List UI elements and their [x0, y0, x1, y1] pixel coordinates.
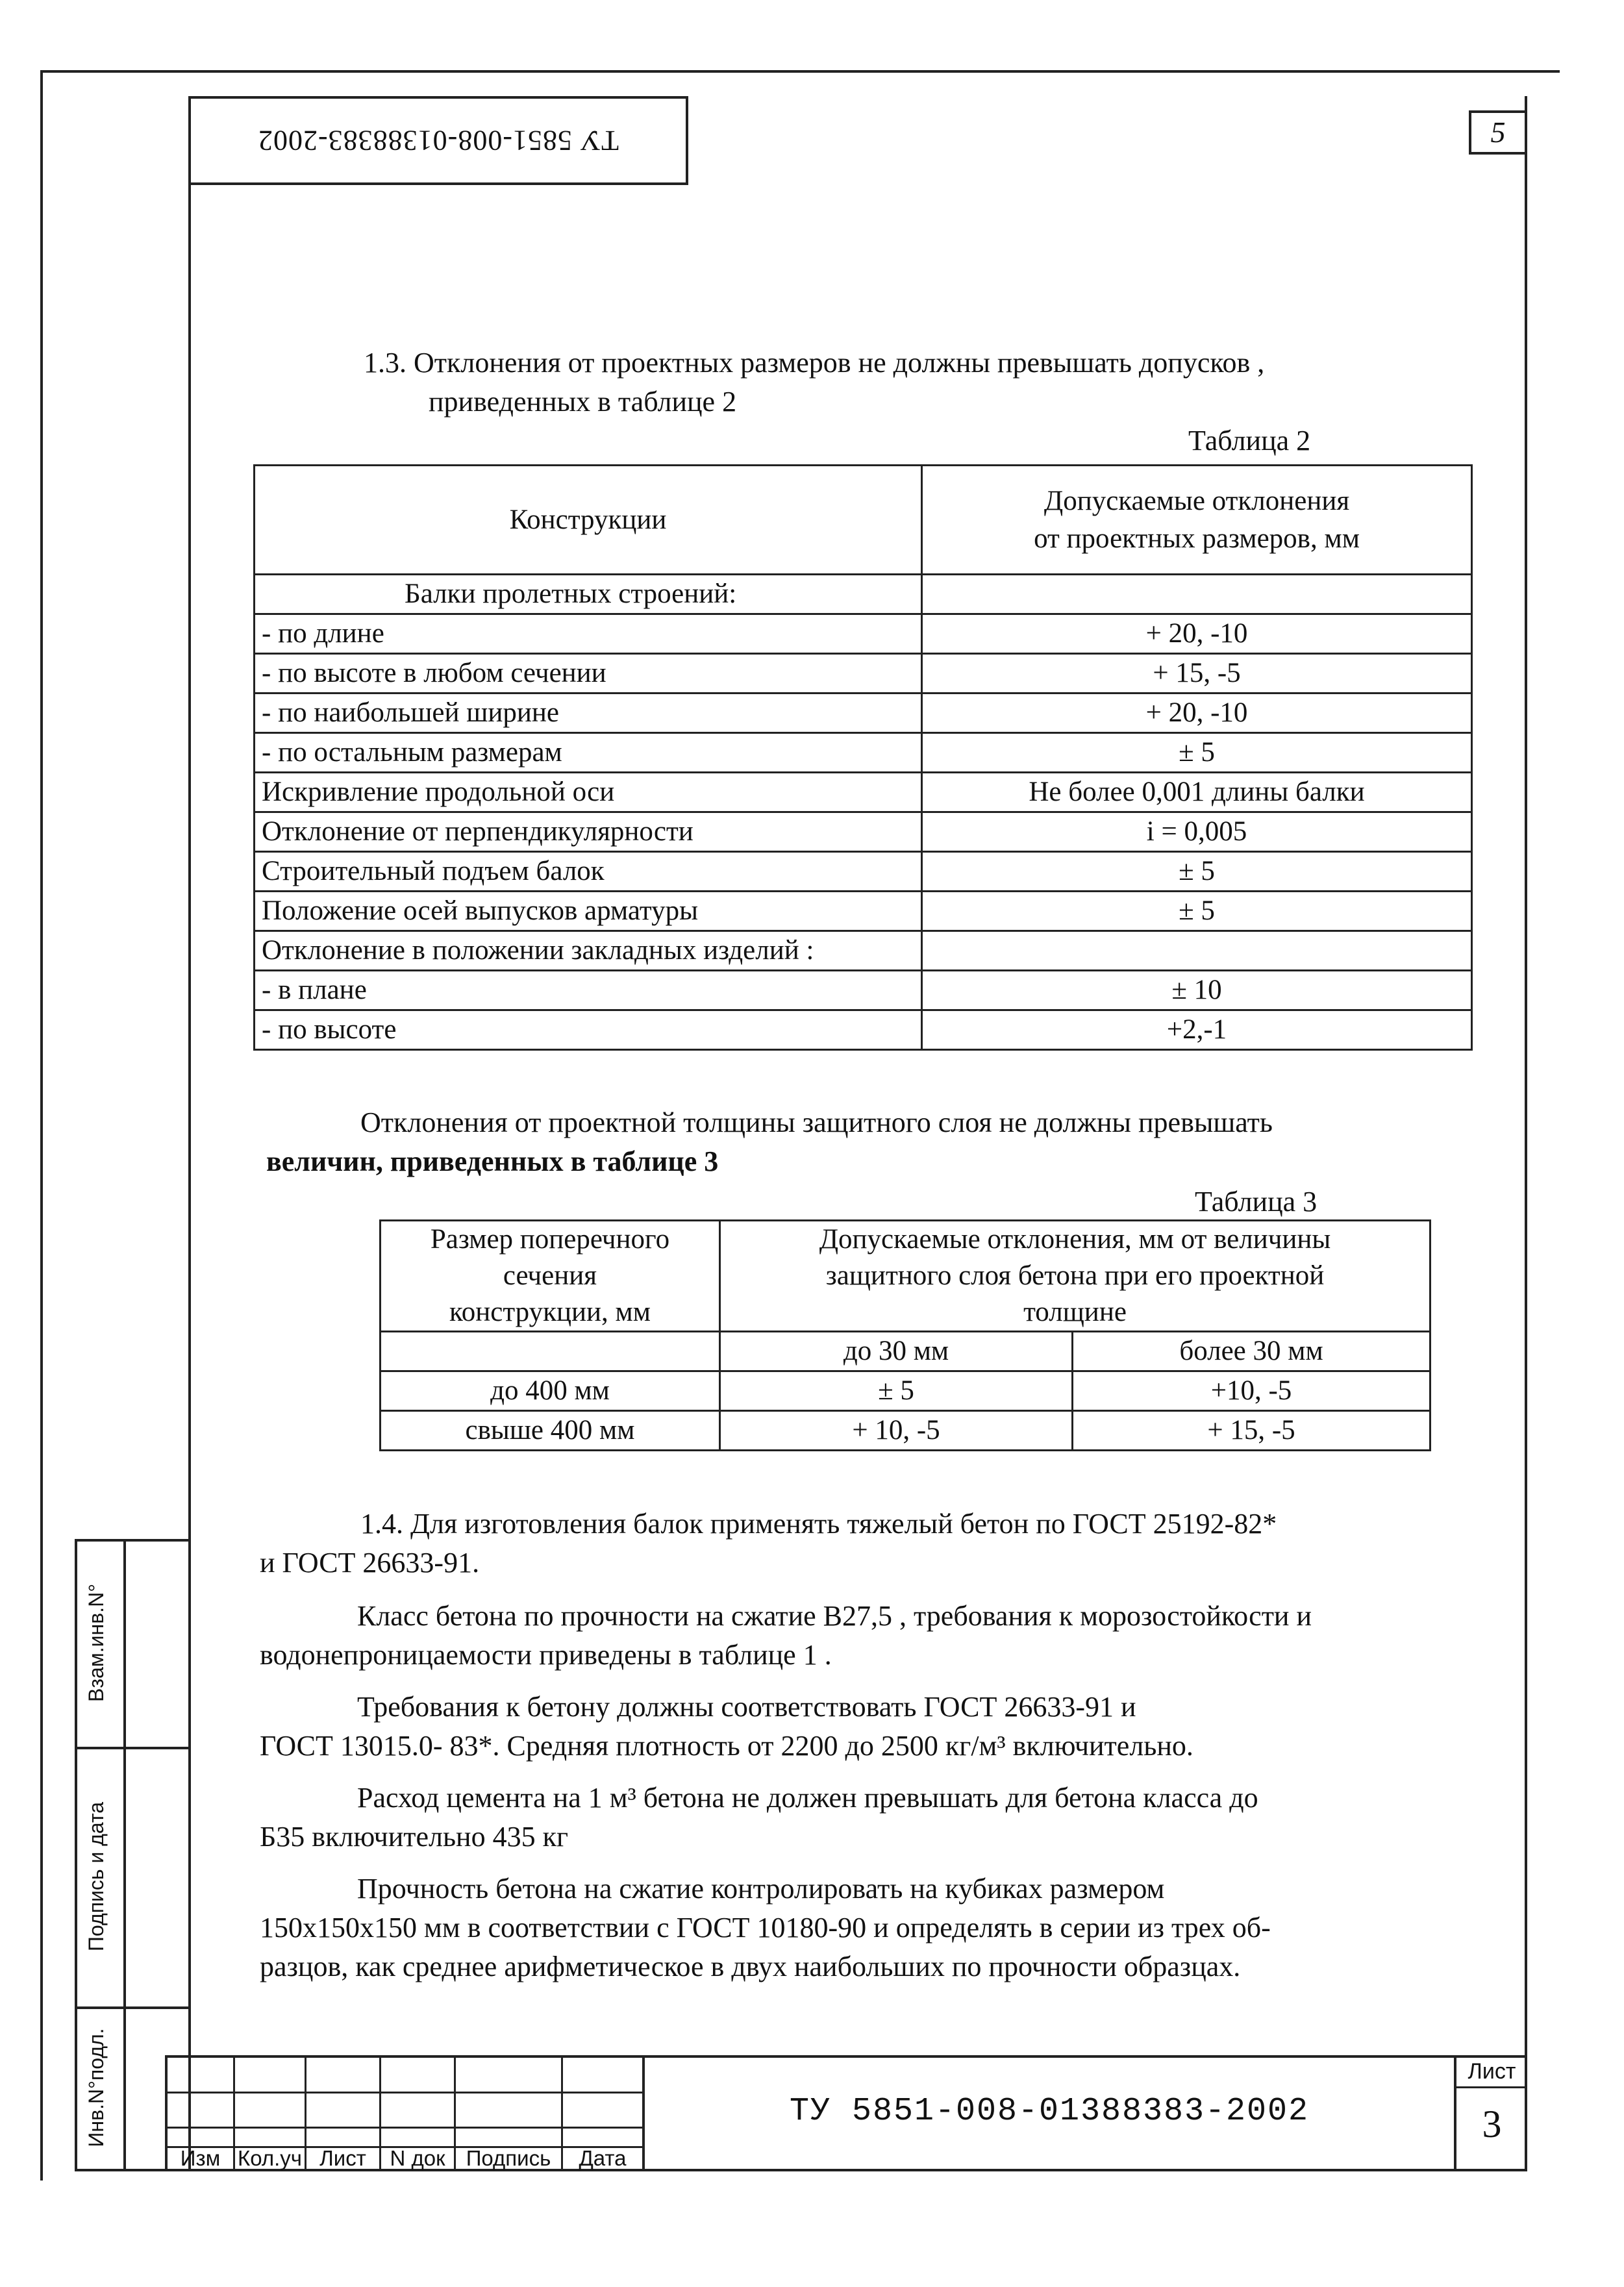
- side-stamp-divider: [123, 1539, 126, 2171]
- table-row: [255, 812, 1472, 852]
- table3-subheader-col2: до 30 мм: [720, 1332, 1073, 1371]
- frame-left-inner-line: [188, 96, 191, 2171]
- tb-row-line1: [165, 2092, 642, 2093]
- table2-row-value: ± 5: [922, 733, 1472, 773]
- table2-row-value: + 20, -10: [922, 614, 1472, 654]
- table3-subheader-empty: [381, 1332, 720, 1371]
- title-block: [165, 2055, 1527, 2171]
- table3-row-v2: +10, -5: [1073, 1371, 1430, 1411]
- table2-row-value: + 15, -5: [922, 654, 1472, 694]
- frame-right-line: [1525, 96, 1527, 2171]
- table2-row-value: [922, 931, 1472, 971]
- table-row: [381, 1411, 1430, 1451]
- tb-sheet-split: [1454, 2086, 1527, 2088]
- table3: [379, 1219, 1431, 1451]
- tb-col-ndok: N док: [390, 2146, 445, 2170]
- section-1-3-line2: приведенных в таблице 2: [429, 386, 737, 418]
- section-1-4-p5-line1: Прочность бетона на сжатие контролировать на кубиках размером: [357, 1873, 1165, 1905]
- table2-row-value: Не более 0,001 длины балки: [922, 773, 1472, 812]
- table2-header-col1: Конструкции: [255, 466, 922, 575]
- protective-layer-line2: величин, приведенных в таблице 3: [266, 1145, 719, 1177]
- side-stamp-top: [75, 1539, 188, 1542]
- table2-row-value: ± 5: [922, 852, 1472, 892]
- table2-row-value: ± 5: [922, 892, 1472, 931]
- side-stamp-split1: [75, 1747, 188, 1749]
- table2-row-label: - по высоте в любом сечении: [255, 654, 922, 694]
- section-1-4-p1-line2: и ГОСТ 26633-91.: [260, 1547, 480, 1579]
- table2-row-label: Положение осей выпусков арматуры: [255, 892, 922, 931]
- side-stamp-vzam: Взам.инв.N°: [84, 1583, 108, 1703]
- tb-row-line2: [165, 2127, 642, 2129]
- table-row: [255, 575, 1472, 614]
- table-row: [255, 852, 1472, 892]
- table-row: [255, 654, 1472, 694]
- tb-col-podpis: Подпись: [466, 2146, 551, 2170]
- table2-row-label: Отклонение в положении закладных изделий :: [255, 931, 922, 971]
- section-1-4-p2-line1: Класс бетона по прочности на сжатие В27,5 , требования к морозостойкости и: [357, 1600, 1312, 1632]
- table3-subheader-row: [381, 1332, 1430, 1371]
- table3-row-v2: + 15, -5: [1073, 1411, 1430, 1451]
- top-stamp: [188, 96, 688, 185]
- section-1-4-p2-line2: водонепроницаемости приведены в таблице 1 .: [260, 1639, 832, 1671]
- section-1-3-line1: 1.3. Отклонения от проектных размеров не должны превышать допусков ,: [364, 347, 1265, 379]
- table3-header-col1: Размер поперечного сечения конструкции, мм: [381, 1221, 720, 1332]
- table3-header-row: [381, 1221, 1430, 1332]
- table2: [253, 464, 1473, 1051]
- table2-row-value: ± 10: [922, 971, 1472, 1010]
- table2-row-label: Балки пролетных строений:: [255, 575, 922, 614]
- tb-sheet-number: 3: [1482, 2103, 1502, 2145]
- side-stamp-inv: Инв.N°подл.: [84, 2028, 108, 2147]
- table2-row-label: - в плане: [255, 971, 922, 1010]
- table3-subheader-col3: более 30 мм: [1073, 1332, 1430, 1371]
- side-stamp-podpis: Подпись и дата: [84, 1801, 108, 1952]
- table3-row-v1: ± 5: [720, 1371, 1073, 1411]
- table2-row-label: Искривление продольной оси: [255, 773, 922, 812]
- section-1-4-p3-line2: ГОСТ 13015.0- 83*. Средняя плотность от 2200 до 2500 кг/м³ включительно.: [260, 1730, 1193, 1762]
- table2-row-label: Строительный подъем балок: [255, 852, 922, 892]
- table3-caption: Таблица 3: [1195, 1186, 1318, 1218]
- table2-row-label: - по длине: [255, 614, 922, 654]
- tb-top-line: [165, 2055, 1527, 2058]
- section-1-4-p5-line2: 150х150х150 мм в соответствии с ГОСТ 10180-90 и определять в серии из трех об-: [260, 1912, 1271, 1943]
- tb-doc-code: ТУ 5851-008-01388383-2002: [789, 2093, 1310, 2130]
- table2-row-label: - по остальным размерам: [255, 733, 922, 773]
- frame-left-outer-line: [40, 70, 43, 2181]
- table-row: [255, 694, 1472, 733]
- table-row: [381, 1371, 1430, 1411]
- section-1-4-p4-line2: Б35 включительно 435 кг: [260, 1821, 568, 1853]
- table-row: [255, 733, 1472, 773]
- top-stamp-code: ТУ 5851-008-01388383-2002: [258, 125, 619, 156]
- table-row: [255, 931, 1472, 971]
- table-row: [255, 971, 1472, 1010]
- table2-header-row: [255, 466, 1472, 575]
- table2-row-value: + 20, -10: [922, 694, 1472, 733]
- tb-col-koluch: Кол.уч: [238, 2146, 302, 2170]
- table3-row-size: до 400 мм: [381, 1371, 720, 1411]
- table2-row-label: - по высоте: [255, 1010, 922, 1050]
- table3-header-col2: Допускаемые отклонения, мм от величины защитного слоя бетона при его проектной толщине: [720, 1221, 1430, 1332]
- tb-col-list: Лист: [319, 2146, 366, 2170]
- table-row: [255, 892, 1472, 931]
- side-stamp-border-left: [75, 1539, 77, 2171]
- protective-layer-line1: Отклонения от проектной толщины защитного слоя не должны превышать: [360, 1106, 1273, 1138]
- section-1-4-p5-line3: разцов, как среднее арифметическое в двух наибольших по прочности образцах.: [260, 1951, 1241, 1982]
- table2-row-label: Отклонение от перпендикулярности: [255, 812, 922, 852]
- frame-top-line: [40, 70, 1560, 73]
- section-1-4-p1-line1: 1.4. Для изготовления балок применять тяжелый бетон по ГОСТ 25192-82*: [360, 1508, 1277, 1540]
- section-1-4-p4-line1: Расход цемента на 1 м³ бетона не должен превышать для бетона класса до: [357, 1782, 1258, 1814]
- tb-col-data: Дата: [579, 2146, 627, 2170]
- table-row: [255, 614, 1472, 654]
- table2-row-value: [922, 575, 1472, 614]
- section-1-4-p3-line1: Требования к бетону должны соответствовать ГОСТ 26633-91 и: [357, 1691, 1136, 1723]
- table3-row-size: свыше 400 мм: [381, 1411, 720, 1451]
- table-row: [255, 1010, 1472, 1050]
- table-row: [255, 773, 1472, 812]
- tb-sheet-label: Лист: [1468, 2059, 1516, 2084]
- table2-header-col2: Допускаемые отклонения от проектных размеров, мм: [922, 466, 1472, 575]
- table2-caption: Таблица 2: [1188, 425, 1311, 456]
- table2-row-value: i = 0,005: [922, 812, 1472, 852]
- table2-row-label: - по наибольшей ширине: [255, 694, 922, 733]
- tb-col-izm: Изм: [180, 2146, 221, 2170]
- table2-row-value: +2,-1: [922, 1010, 1472, 1050]
- page-number-box: 5: [1469, 110, 1527, 155]
- table3-row-v1: + 10, -5: [720, 1411, 1073, 1451]
